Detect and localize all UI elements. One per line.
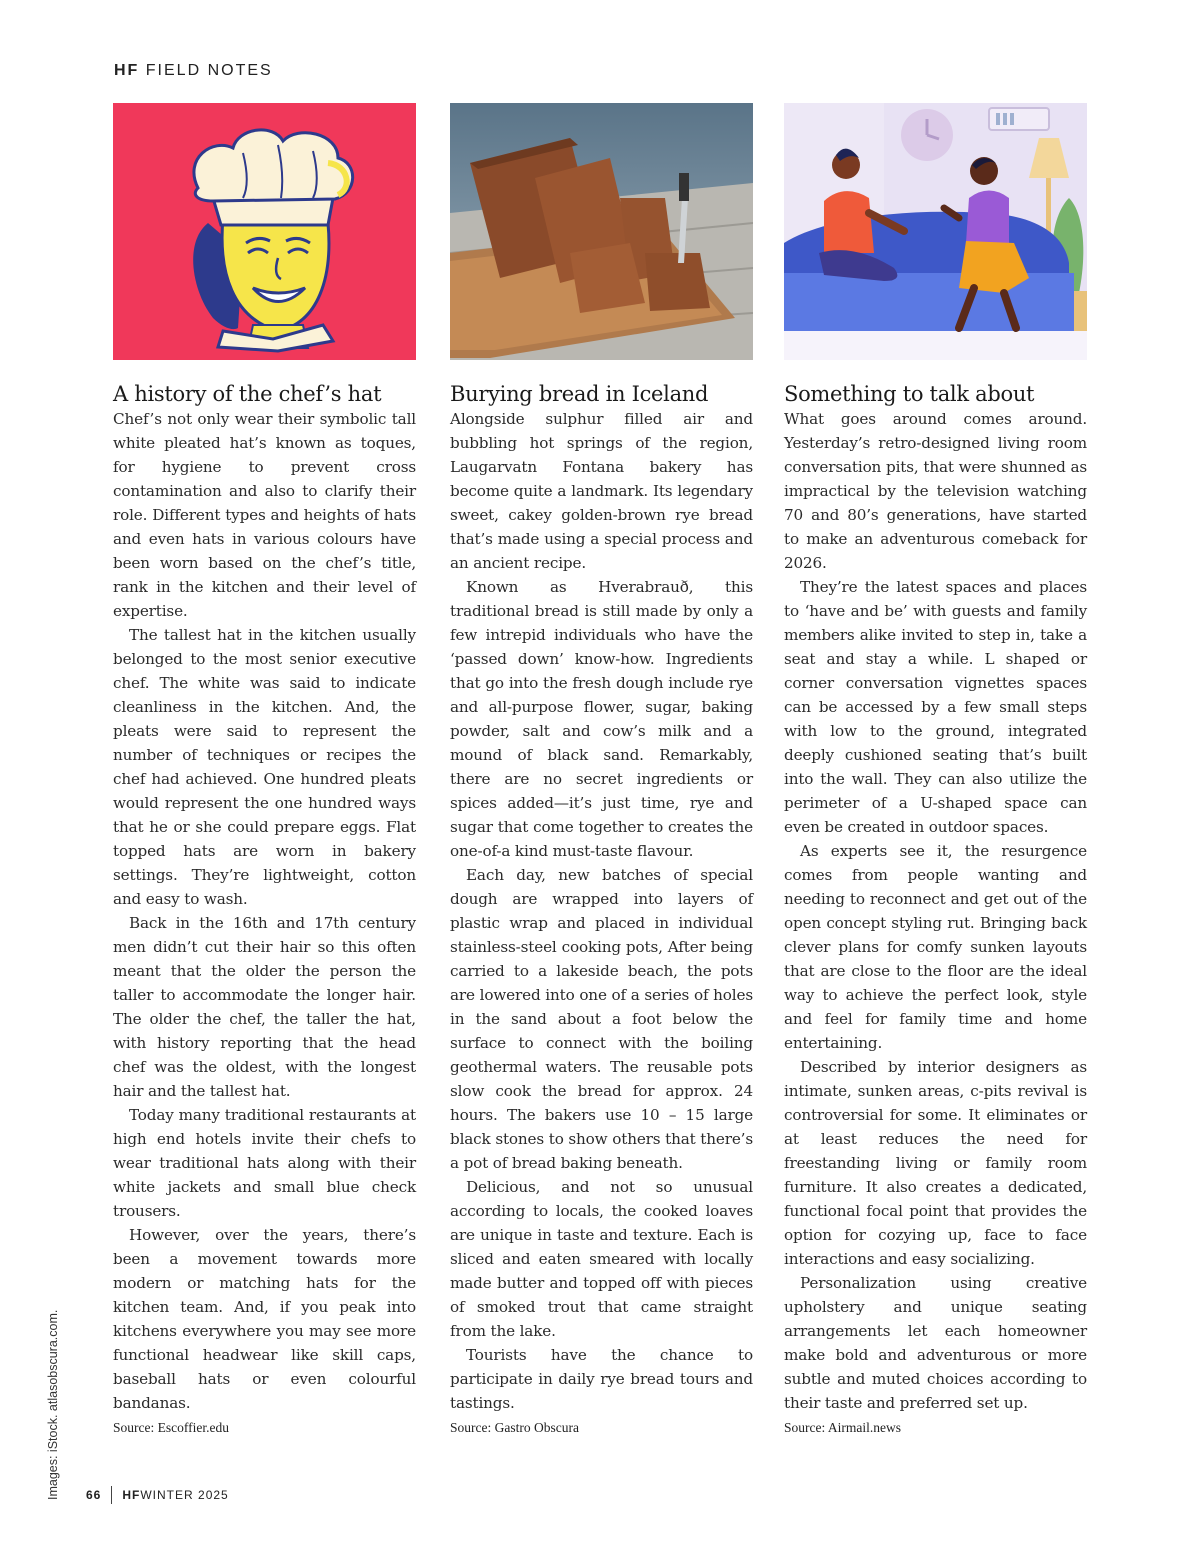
footer-divider xyxy=(111,1486,112,1504)
article-title: Something to talk about xyxy=(784,382,1035,406)
footer-brand: HF xyxy=(122,1488,141,1502)
paragraph: They’re the latest spaces and places to ‘have and be’ with guests and family members alike invited to step in, take a seat and stay a while. L shaped or corner conversation vignettes spaces can be accessed by a few small steps with low to the ground, integrated deeply cushioned seating that’s built into the wall. They can also utilize the perimeter of a U-shaped space can even be created in outdoor spaces. xyxy=(784,578,1087,836)
article-body xyxy=(784,407,1087,1415)
paragraph: The tallest hat in the kitchen usually belonged to the most senior executive chef. The white was said to indicate cleanliness in the kitchen. And, the pleats were said to represent the number of techniques or recipes the chef had achieved. One hundred pleats would represent the one hundred ways that he or she could prepare eggs. Flat topped hats are worn in bakery settings. They’re lightweight, cotton and easy to wash. xyxy=(113,626,416,908)
paragraph: Known as Hverabrauð, this traditional bread is still made by only a few intrepid individuals who have the ‘passed down’ know-how. Ingredients that go into the fresh dough include rye and all-purpose flower, sugar, baking powder, salt and cow’s milk and a mound of black sand. Remarkably, there are no secret ingredients or spices added—it’s just time, rye and sugar that come together to creates the one-of-a kind must-taste flavour. xyxy=(450,578,753,860)
article-body xyxy=(113,407,416,1415)
paragraph: Today many traditional restaurants at high end hotels invite their chefs to wear traditional hats along with their white jackets and small blue check trousers. xyxy=(113,1106,416,1220)
rye-bread-photo xyxy=(450,103,753,360)
page-footer xyxy=(86,1486,229,1504)
paragraph: What goes around comes around. Yesterday’s retro-designed living room conversation pits, that were shunned as impractical by the television watching 70 and 80’s generations, have started to make an adventurous comeback for 2026. xyxy=(784,410,1087,572)
article-title: Burying bread in Iceland xyxy=(450,382,709,406)
article-body xyxy=(450,407,753,1415)
footer-issue: WINTER 2025 xyxy=(140,1488,229,1502)
article-title: A history of the chef’s hat xyxy=(113,382,382,406)
article-source: Source: Airmail.news xyxy=(784,1420,901,1435)
article-conversation-pits xyxy=(784,103,1087,1436)
paragraph: However, over the years, there’s been a movement towards more modern or matching hats for the kitchen team. And, if you peak into kitchens everywhere you may see more functional headwear like skill caps, baseball hats or even colourful bandanas. xyxy=(113,1226,416,1412)
paragraph: Personalization using creative upholstery and unique seating arrangements let each homeowner make bold and adventurous or more subtle and muted choices according to their taste and preferred set up. xyxy=(784,1274,1087,1412)
paragraph: Alongside sulphur filled air and bubbling hot springs of the region, Laugarvatn Fontana bakery has become quite a landmark. Its legendary sweet, cakey golden-brown rye bread that’s made using a special process and an ancient recipe. xyxy=(450,410,753,572)
section-header xyxy=(114,62,273,80)
paragraph: Tourists have the chance to participate in daily rye bread tours and tastings. xyxy=(450,1346,753,1412)
paragraph: Back in the 16th and 17th century men didn’t cut their hair so this often meant that the older the person the taller to accommodate the longer hair. The older the chef, the taller the hat, with history reporting that the head chef was the oldest, with the longest hair and the tallest hat. xyxy=(113,914,416,1100)
chef-hat-illustration xyxy=(113,103,416,360)
header-section: FIELD NOTES xyxy=(145,62,273,79)
article-source: Source: Escoffier.edu xyxy=(113,1420,229,1435)
paragraph: Delicious, and not so unusual according to locals, the cooked loaves are unique in taste and texture. Each is sliced and eaten smeared with locally made butter and topped off with pieces of smoked trout that came straight from the lake. xyxy=(450,1178,753,1340)
paragraph: Chef’s not only wear their symbolic tall white pleated hat’s known as toques, for hygiene to prevent cross contamination and also to clarify their role. Different types and heights of hats and even hats in various colours have been worn based on the chef’s title, rank in the kitchen and their level of expertise. xyxy=(113,410,416,620)
paragraph: As experts see it, the resurgence comes from people wanting and needing to reconnect and get out of the open concept styling rut. Bringing back clever plans for comfy sunken layouts that are close to the floor are the ideal way to achieve the perfect look, style and feel for family time and home entertaining. xyxy=(784,842,1087,1052)
living-room-illustration xyxy=(784,103,1087,360)
image-credit: Images: iStock. atlasobscura.com. xyxy=(46,1309,60,1500)
page-number: 66 xyxy=(86,1488,102,1502)
article-iceland-bread xyxy=(450,103,753,1436)
article-source: Source: Gastro Obscura xyxy=(450,1420,579,1435)
header-brand: HF xyxy=(114,62,140,79)
article-chef-hat xyxy=(113,103,416,1436)
paragraph: Described by interior designers as intimate, sunken areas, c-pits revival is controversial for some. It eliminates or at least reduces the need for freestanding living or family room furniture. It also creates a dedicated, functional focal point that provides the option for cozying up, face to face interactions and easy socializing. xyxy=(784,1058,1087,1268)
paragraph: Each day, new batches of special dough are wrapped into layers of plastic wrap and placed in individual stainless-steel cooking pots, After being carried to a lakeside beach, the pots are lowered into one of a series of holes in the sand about a foot below the surface to connect with the boiling geothermal waters. The reusable pots slow cook the bread for approx. 24 hours. The bakers use 10 – 15 large black stones to show others that there’s a pot of bread baking beneath. xyxy=(450,866,753,1172)
